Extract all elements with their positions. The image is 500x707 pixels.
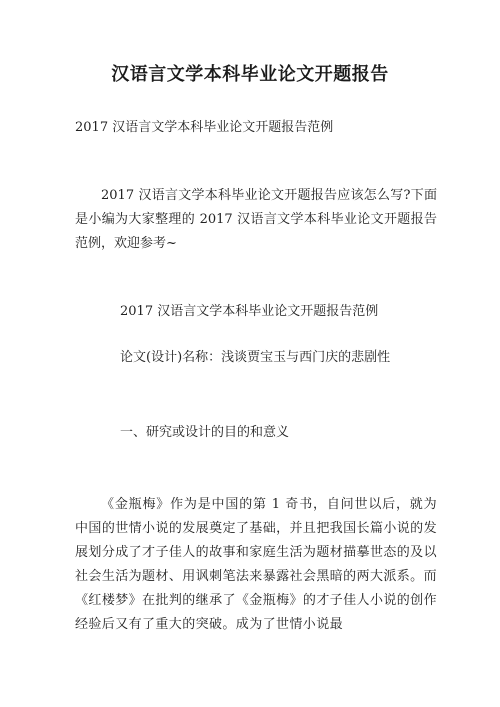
thesis-name: 论文(设计)名称：浅谈贾宝玉与西门庆的悲剧性 (120, 350, 391, 365)
body-paragraph: 《金瓶梅》作为是中国的第 1 奇书，自问世以后，就为中国的世情小说的发展奠定了基础，并且把我国长篇小说的发展划分成了才子佳人的故事和家庭生活为题材描摹世态的及以社会生活为题材、用讽刺笔法来暴露社会黑暗的两大派系。而《红楼梦》在批判的继承了《金瓶梅》的才子佳人小说的创作经验后又有了重大的突破。成为了世情小说最 (75, 497, 437, 632)
document-subtitle: 2017 汉语言文学本科毕业论文开题报告范例 (75, 120, 334, 135)
document-title: 汉语言文学本科毕业论文开题报告 (111, 64, 389, 85)
intro-paragraph: 2017 汉语言文学本科毕业论文开题报告应该怎么写?下面是小编为大家整理的 2017 汉语言文学本科毕业论文开题报告范例，欢迎参考~ (75, 188, 437, 251)
section-heading: 2017 汉语言文学本科毕业论文开题报告范例 (120, 304, 379, 319)
part-heading: 一、研究或设计的目的和意义 (120, 425, 290, 440)
